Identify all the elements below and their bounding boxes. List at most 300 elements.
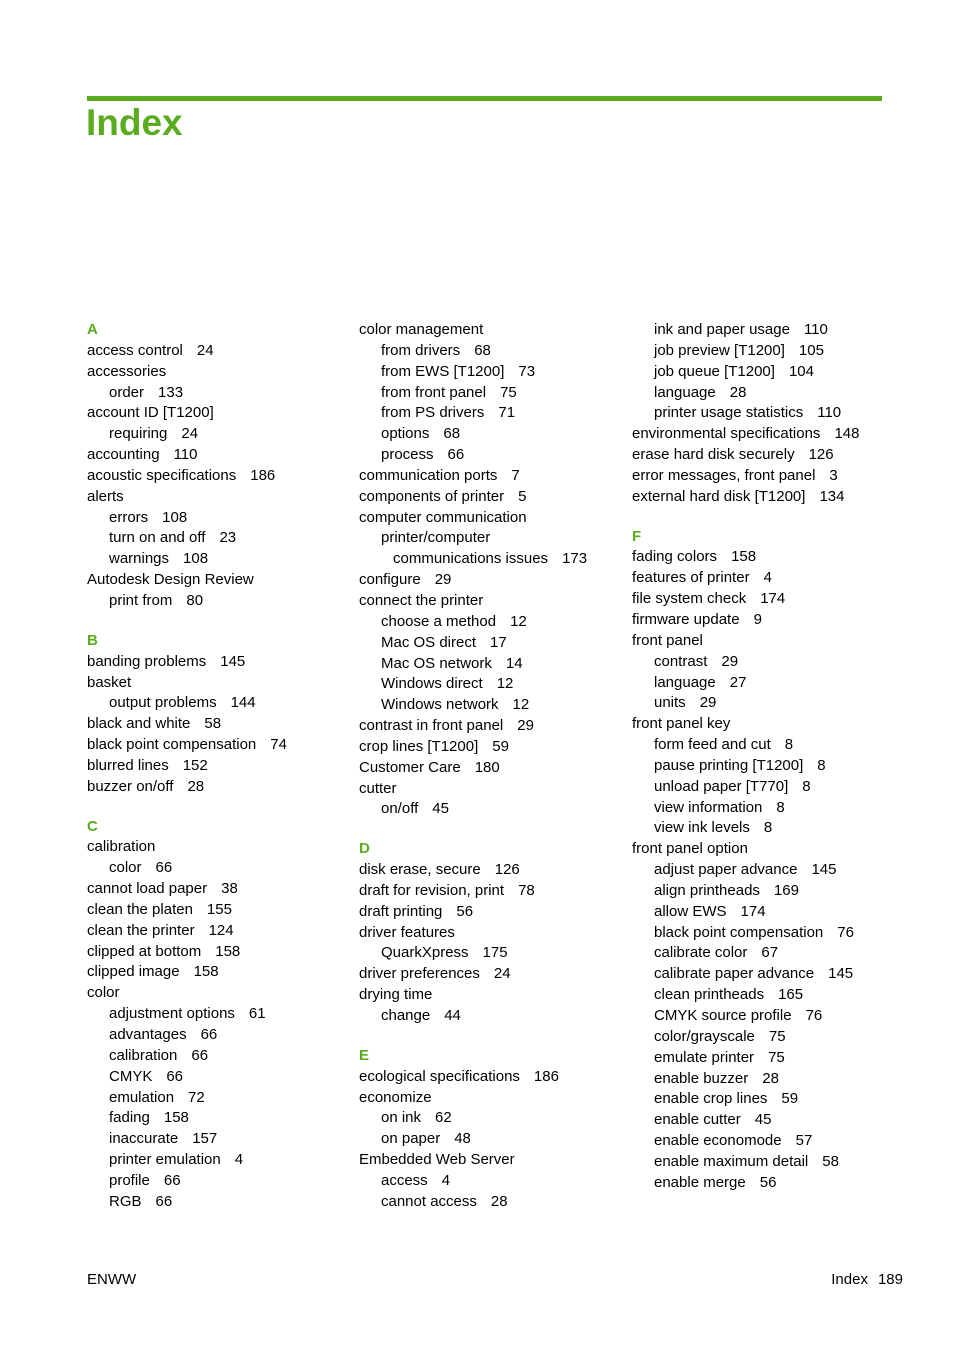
- index-term: enable economode: [654, 1132, 782, 1150]
- index-page-ref[interactable]: 28: [490, 1192, 508, 1210]
- index-subentry: [87, 383, 342, 404]
- index-term: black point compensation: [87, 736, 257, 754]
- index-subentry: [87, 1108, 342, 1129]
- index-page-ref[interactable]: 145: [220, 652, 246, 670]
- index-entry: [359, 1067, 619, 1088]
- index-subentry: [359, 1108, 619, 1129]
- index-term: accounting: [87, 446, 160, 464]
- index-subentry: [359, 943, 619, 964]
- index-term: access control: [87, 341, 183, 359]
- index-column-1: [87, 320, 342, 1213]
- index-page-ref[interactable]: 66: [447, 446, 465, 464]
- index-page-ref[interactable]: 28: [729, 383, 747, 401]
- index-entry: [87, 652, 342, 673]
- index-entry: [359, 570, 619, 591]
- index-subentry: [632, 1131, 902, 1152]
- index-entry: [632, 466, 902, 487]
- index-page-ref[interactable]: 67: [761, 944, 779, 962]
- index-page-ref[interactable]: 75: [768, 1048, 785, 1066]
- index-page-ref[interactable]: 17: [490, 633, 507, 651]
- index-term: clipped image: [87, 963, 180, 981]
- index-entry: [359, 591, 619, 612]
- index-page-ref[interactable]: 24: [196, 341, 214, 359]
- index-page-ref[interactable]: 14: [505, 654, 523, 672]
- index-term: cutter: [359, 779, 397, 797]
- index-page-ref[interactable]: 58: [822, 1152, 839, 1170]
- index-subentry: [87, 1004, 342, 1025]
- index-entry: [359, 881, 619, 902]
- index-term: inaccurate: [109, 1130, 179, 1148]
- index-term: connect the printer: [359, 591, 484, 609]
- index-subentry: [632, 1048, 902, 1069]
- index-page-ref[interactable]: 186: [533, 1067, 559, 1085]
- index-term: emulate printer: [654, 1048, 755, 1066]
- index-subentry: [359, 1006, 619, 1027]
- index-subentry: [359, 674, 619, 695]
- index-term: from front panel: [381, 383, 487, 401]
- index-subentry: [632, 943, 902, 964]
- index-term: requiring: [109, 425, 168, 443]
- index-entry: [359, 860, 619, 881]
- index-entry: [87, 962, 342, 983]
- index-subentry: [87, 549, 342, 570]
- page-title: Index: [86, 102, 183, 143]
- index-page-ref[interactable]: 78: [518, 881, 535, 899]
- index-page-ref[interactable]: 66: [200, 1026, 218, 1043]
- index-page-ref[interactable]: 9: [753, 610, 762, 628]
- index-term: fading colors: [632, 548, 718, 566]
- index-page-ref[interactable]: 56: [759, 1173, 777, 1191]
- index-entry: [632, 487, 902, 508]
- index-page-ref[interactable]: 152: [182, 756, 208, 774]
- index-page-ref[interactable]: 66: [155, 859, 173, 877]
- index-subentry: [632, 964, 902, 985]
- index-entry: [632, 445, 902, 466]
- index-entry: [632, 714, 902, 735]
- index-term: Embedded Web Server: [359, 1151, 515, 1169]
- index-term: output problems: [109, 694, 217, 712]
- index-term: CMYK source profile: [654, 1007, 792, 1024]
- index-entry: [87, 487, 342, 508]
- index-page-ref[interactable]: 155: [206, 900, 232, 918]
- index-term: calibrate paper advance: [654, 965, 815, 983]
- index-page-ref[interactable]: 66: [163, 1171, 181, 1189]
- index-term: driver preferences: [359, 965, 480, 983]
- index-term: clean the platen: [87, 900, 193, 918]
- index-subentry: [632, 693, 902, 714]
- index-term: draft for revision, print: [359, 881, 505, 899]
- index-term: on/off: [381, 800, 419, 818]
- index-page-ref[interactable]: 5: [518, 487, 527, 505]
- index-page-ref[interactable]: 158: [193, 963, 219, 981]
- index-subentry: [632, 320, 902, 341]
- index-page-ref[interactable]: 134: [819, 487, 845, 505]
- index-page-ref[interactable]: 4: [763, 569, 772, 587]
- index-page-ref[interactable]: 108: [183, 550, 209, 568]
- index-term: contrast: [654, 652, 708, 670]
- index-term: order: [109, 383, 145, 401]
- index-term: draft printing: [359, 902, 443, 920]
- index-page-ref[interactable]: 4: [234, 1151, 244, 1169]
- index-page-ref[interactable]: 68: [443, 425, 461, 443]
- index-subentry: [87, 1046, 342, 1067]
- index-entry: [87, 983, 342, 1004]
- index-page-ref[interactable]: 71: [498, 404, 516, 422]
- index-subentry: [87, 1088, 342, 1109]
- index-term: Windows direct: [381, 675, 483, 693]
- index-subentry: [632, 362, 902, 383]
- index-page-ref[interactable]: 148: [834, 425, 860, 443]
- index-page-ref[interactable]: 8: [763, 819, 773, 837]
- index-page-ref[interactable]: 59: [492, 737, 509, 755]
- index-term: printer usage statistics: [654, 404, 804, 422]
- index-page-ref[interactable]: 104: [788, 362, 814, 380]
- index-term: language: [654, 383, 716, 401]
- index-term: clean printheads: [654, 986, 765, 1004]
- index-subentry: [87, 424, 342, 445]
- footer-left: ENWW: [87, 1271, 137, 1288]
- index-term: drying time: [359, 986, 433, 1004]
- index-term: enable crop lines: [654, 1090, 768, 1108]
- index-page-ref[interactable]: 45: [754, 1111, 772, 1129]
- index-page-ref[interactable]: 24: [493, 965, 511, 983]
- index-entry: [632, 839, 902, 860]
- index-page-ref[interactable]: 157: [192, 1130, 218, 1148]
- index-page-ref[interactable]: 108: [162, 508, 188, 526]
- index-page-ref[interactable]: 58: [204, 715, 222, 733]
- index-page-ref[interactable]: 7: [511, 466, 520, 484]
- index-term: color: [87, 984, 120, 1002]
- index-page-ref[interactable]: 144: [230, 694, 256, 712]
- index-term: front panel key: [632, 715, 731, 733]
- index-page-ref[interactable]: 61: [248, 1005, 266, 1023]
- index-subentry: [359, 528, 619, 549]
- index-subentry: [632, 1173, 902, 1194]
- index-subentry: [632, 860, 902, 881]
- index-term: warnings: [109, 550, 170, 568]
- index-page-ref[interactable]: 12: [496, 675, 514, 693]
- index-subentry: [87, 1192, 342, 1213]
- index-page-ref[interactable]: 73: [518, 362, 536, 380]
- index-section-letter: D: [359, 840, 370, 858]
- index-subentry: [87, 528, 342, 549]
- index-term: external hard disk [T1200]: [632, 487, 806, 505]
- index-section-letter: B: [87, 631, 98, 649]
- index-subentry: [359, 362, 619, 383]
- index-page-ref[interactable]: 44: [444, 1007, 461, 1024]
- index-page-ref[interactable]: 165: [778, 986, 804, 1004]
- index-page-ref[interactable]: 38: [221, 880, 238, 898]
- index-subentry: [359, 1129, 619, 1150]
- index-subentry: [87, 1129, 342, 1150]
- index-subentry: [87, 858, 342, 879]
- index-page-ref[interactable]: 72: [188, 1088, 205, 1106]
- index-entry: [87, 362, 342, 383]
- index-term: Mac OS network: [381, 654, 492, 672]
- index-subentry: [359, 445, 619, 466]
- index-term: emulation: [109, 1088, 175, 1106]
- index-page-ref[interactable]: 29: [721, 652, 739, 670]
- index-subentry: [632, 985, 902, 1006]
- index-term: front panel: [632, 631, 703, 649]
- index-subentry: [632, 1089, 902, 1110]
- index-page-ref[interactable]: 8: [802, 777, 811, 795]
- index-term: from drivers: [381, 341, 461, 359]
- index-term: economize: [359, 1088, 432, 1106]
- index-entry: [87, 777, 342, 798]
- index-term: enable maximum detail: [654, 1152, 809, 1170]
- index-term: Mac OS direct: [381, 633, 477, 651]
- index-section-letter: A: [87, 321, 98, 338]
- index-page-ref[interactable]: 28: [762, 1069, 779, 1087]
- index-entry: [359, 320, 619, 341]
- index-term: choose a method: [381, 612, 497, 630]
- index-page-ref[interactable]: 124: [208, 921, 234, 939]
- index-term: enable cutter: [654, 1111, 741, 1129]
- index-subentry: [359, 403, 619, 424]
- index-term: communications issues: [393, 550, 549, 568]
- index-subentry: [87, 1025, 342, 1046]
- section-gap: [87, 798, 342, 817]
- index-page-ref[interactable]: 28: [187, 777, 205, 795]
- index-term: Autodesk Design Review: [87, 571, 254, 589]
- index-subentry: [632, 673, 902, 694]
- index-page-ref[interactable]: 62: [435, 1109, 452, 1127]
- index-page-ref[interactable]: 126: [494, 861, 520, 879]
- index-page-ref[interactable]: 76: [805, 1007, 823, 1024]
- index-page-ref[interactable]: 186: [250, 466, 276, 484]
- index-term: contrast in front panel: [359, 717, 504, 735]
- index-subentry: [359, 549, 619, 570]
- index-entry: [632, 568, 902, 589]
- index-term: buzzer on/off: [87, 777, 174, 795]
- index-term: cannot load paper: [87, 880, 208, 898]
- index-term: computer communication: [359, 508, 527, 526]
- index-entry: [359, 923, 619, 944]
- index-page-ref[interactable]: 175: [482, 944, 508, 962]
- footer-right: [831, 1271, 903, 1288]
- index-entry: [87, 445, 342, 466]
- index-term: file system check: [632, 590, 747, 608]
- index-subentry: [359, 341, 619, 362]
- index-page-ref[interactable]: 29: [517, 717, 534, 735]
- index-entry: [632, 610, 902, 631]
- index-entry: [359, 779, 619, 800]
- index-subentry: [632, 1110, 902, 1131]
- index-page-ref[interactable]: 8: [817, 756, 826, 774]
- index-subentry: [359, 424, 619, 445]
- index-entry: [359, 964, 619, 985]
- index-page-ref[interactable]: 158: [731, 548, 757, 566]
- index-column-3: [632, 320, 902, 1194]
- index-entry: [632, 589, 902, 610]
- index-term: QuarkXpress: [381, 944, 469, 962]
- index-term: view ink levels: [654, 819, 750, 837]
- index-page-ref[interactable]: 66: [191, 1046, 209, 1064]
- index-subentry: [632, 923, 902, 944]
- index-column-2: [359, 320, 619, 1213]
- index-page-ref[interactable]: 110: [817, 404, 842, 422]
- index-subentry: [632, 1027, 902, 1048]
- index-page-ref[interactable]: 59: [781, 1090, 799, 1108]
- index-term: ink and paper usage: [654, 321, 790, 338]
- index-term: RGB: [109, 1192, 142, 1210]
- index-page-ref[interactable]: 29: [699, 694, 717, 712]
- index-term: fading: [109, 1109, 150, 1127]
- index-term: job preview [T1200]: [654, 341, 785, 359]
- index-subentry: [632, 818, 902, 839]
- index-page-ref[interactable]: 12: [510, 612, 527, 630]
- index-entry: [359, 466, 619, 487]
- index-page-ref[interactable]: 133: [158, 383, 184, 401]
- index-term: Customer Care: [359, 758, 461, 776]
- index-entry: [359, 902, 619, 923]
- index-term: on ink: [381, 1109, 422, 1127]
- index-page-ref[interactable]: 8: [784, 736, 794, 754]
- index-page-ref[interactable]: 110: [803, 321, 828, 338]
- index-entry: [359, 508, 619, 529]
- index-page-ref[interactable]: 45: [432, 800, 449, 818]
- index-entry: [87, 466, 342, 487]
- index-page-ref[interactable]: 23: [219, 529, 237, 547]
- index-subentry: [359, 1192, 619, 1213]
- index-subentry: [87, 508, 342, 529]
- footer-page-number: 189: [877, 1271, 903, 1288]
- index-page-ref[interactable]: 76: [837, 923, 854, 941]
- index-page-ref[interactable]: 66: [155, 1192, 173, 1210]
- index-page-ref[interactable]: 12: [512, 696, 530, 714]
- index-subentry: [632, 798, 902, 819]
- index-section-letter: F: [632, 527, 642, 545]
- index-term: language: [654, 673, 716, 691]
- index-page-ref[interactable]: 75: [768, 1027, 786, 1045]
- index-page-ref[interactable]: 173: [562, 550, 588, 568]
- index-term: adjust paper advance: [654, 861, 798, 879]
- index-entry: [87, 921, 342, 942]
- index-entry: [359, 985, 619, 1006]
- index-subentry: [632, 341, 902, 362]
- index-page-ref[interactable]: 27: [729, 673, 747, 691]
- index-entry: [359, 1150, 619, 1171]
- index-page-ref[interactable]: 80: [186, 591, 204, 609]
- index-entry: [359, 487, 619, 508]
- index-entry: [359, 737, 619, 758]
- index-page-ref[interactable]: 74: [270, 736, 287, 754]
- index-entry: [632, 547, 902, 568]
- index-term: align printheads: [654, 881, 760, 899]
- index-page-ref[interactable]: 56: [456, 902, 474, 920]
- index-term: errors: [109, 508, 149, 526]
- index-entry: [87, 837, 342, 858]
- index-term: features of printer: [632, 569, 750, 587]
- index-page-ref[interactable]: 24: [181, 425, 199, 443]
- index-subentry: [359, 1171, 619, 1192]
- index-entry: [359, 716, 619, 737]
- index-term: alerts: [87, 487, 124, 505]
- index-term: options: [381, 425, 430, 443]
- index-page-ref[interactable]: 158: [163, 1109, 189, 1127]
- index-page-ref[interactable]: 105: [798, 341, 824, 359]
- index-page-ref[interactable]: 68: [474, 341, 491, 359]
- index-term: configure: [359, 571, 421, 589]
- footer-section-label: Index: [831, 1271, 868, 1288]
- index-entry: [87, 879, 342, 900]
- index-page-ref[interactable]: 126: [808, 446, 834, 464]
- index-term: on paper: [381, 1130, 441, 1148]
- index-page-ref[interactable]: 66: [166, 1067, 184, 1085]
- index-term: change: [381, 1007, 431, 1024]
- index-term: acoustic specifications: [87, 466, 237, 484]
- index-page-ref[interactable]: 158: [215, 942, 241, 960]
- index-term: turn on and off: [109, 529, 206, 547]
- index-subentry: [632, 777, 902, 798]
- index-page-ref[interactable]: 145: [811, 861, 837, 879]
- index-entry: [87, 900, 342, 921]
- index-term: environmental specifications: [632, 425, 821, 443]
- index-page-ref[interactable]: 169: [773, 881, 799, 899]
- index-page-ref[interactable]: 29: [434, 571, 452, 589]
- index-term: units: [654, 694, 686, 712]
- index-subentry: [87, 591, 342, 612]
- index-page-ref[interactable]: 3: [829, 466, 838, 484]
- index-subentry: [359, 633, 619, 654]
- index-term: from EWS [T1200]: [381, 362, 505, 380]
- index-subentry: [632, 1006, 902, 1027]
- index-page-ref[interactable]: 57: [795, 1132, 813, 1150]
- index-entry: [632, 424, 902, 445]
- index-page-ref[interactable]: 8: [776, 798, 785, 816]
- section-gap: [359, 820, 619, 839]
- index-term: communication ports: [359, 466, 498, 484]
- title-rule: [87, 96, 882, 101]
- index-term: process: [381, 446, 434, 464]
- index-subentry: [359, 612, 619, 633]
- index-term: view information: [654, 798, 763, 816]
- index-subentry: [359, 383, 619, 404]
- index-page-ref[interactable]: 110: [173, 446, 198, 464]
- index-term: clipped at bottom: [87, 942, 202, 960]
- index-entry: [87, 570, 342, 591]
- index-entry: [87, 942, 342, 963]
- index-subentry: [632, 383, 902, 404]
- index-term: blurred lines: [87, 756, 169, 774]
- index-entry: [87, 403, 342, 424]
- index-term: error messages, front panel: [632, 466, 816, 484]
- index-subentry: [632, 652, 902, 673]
- index-term: adjustment options: [109, 1005, 235, 1023]
- index-term: disk erase, secure: [359, 861, 481, 879]
- index-subentry: [359, 695, 619, 716]
- index-page-ref[interactable]: 174: [760, 590, 786, 608]
- index-term: from PS drivers: [381, 404, 485, 422]
- index-entry: [359, 1088, 619, 1109]
- index-page-ref[interactable]: 180: [474, 758, 500, 776]
- index-term: erase hard disk securely: [632, 446, 795, 464]
- index-page-ref[interactable]: 75: [500, 383, 517, 401]
- index-term: crop lines [T1200]: [359, 737, 479, 755]
- index-subentry: [87, 1067, 342, 1088]
- index-page-ref[interactable]: 48: [454, 1130, 471, 1148]
- index-entry: [359, 758, 619, 779]
- index-term: black and white: [87, 715, 191, 733]
- index-page-ref[interactable]: 145: [828, 965, 854, 983]
- index-term: ecological specifications: [359, 1067, 520, 1085]
- index-term: allow EWS: [654, 902, 727, 920]
- index-page-ref[interactable]: 4: [441, 1171, 451, 1189]
- index-term: color management: [359, 321, 484, 338]
- index-term: print from: [109, 591, 173, 609]
- index-page-ref[interactable]: 174: [740, 902, 766, 920]
